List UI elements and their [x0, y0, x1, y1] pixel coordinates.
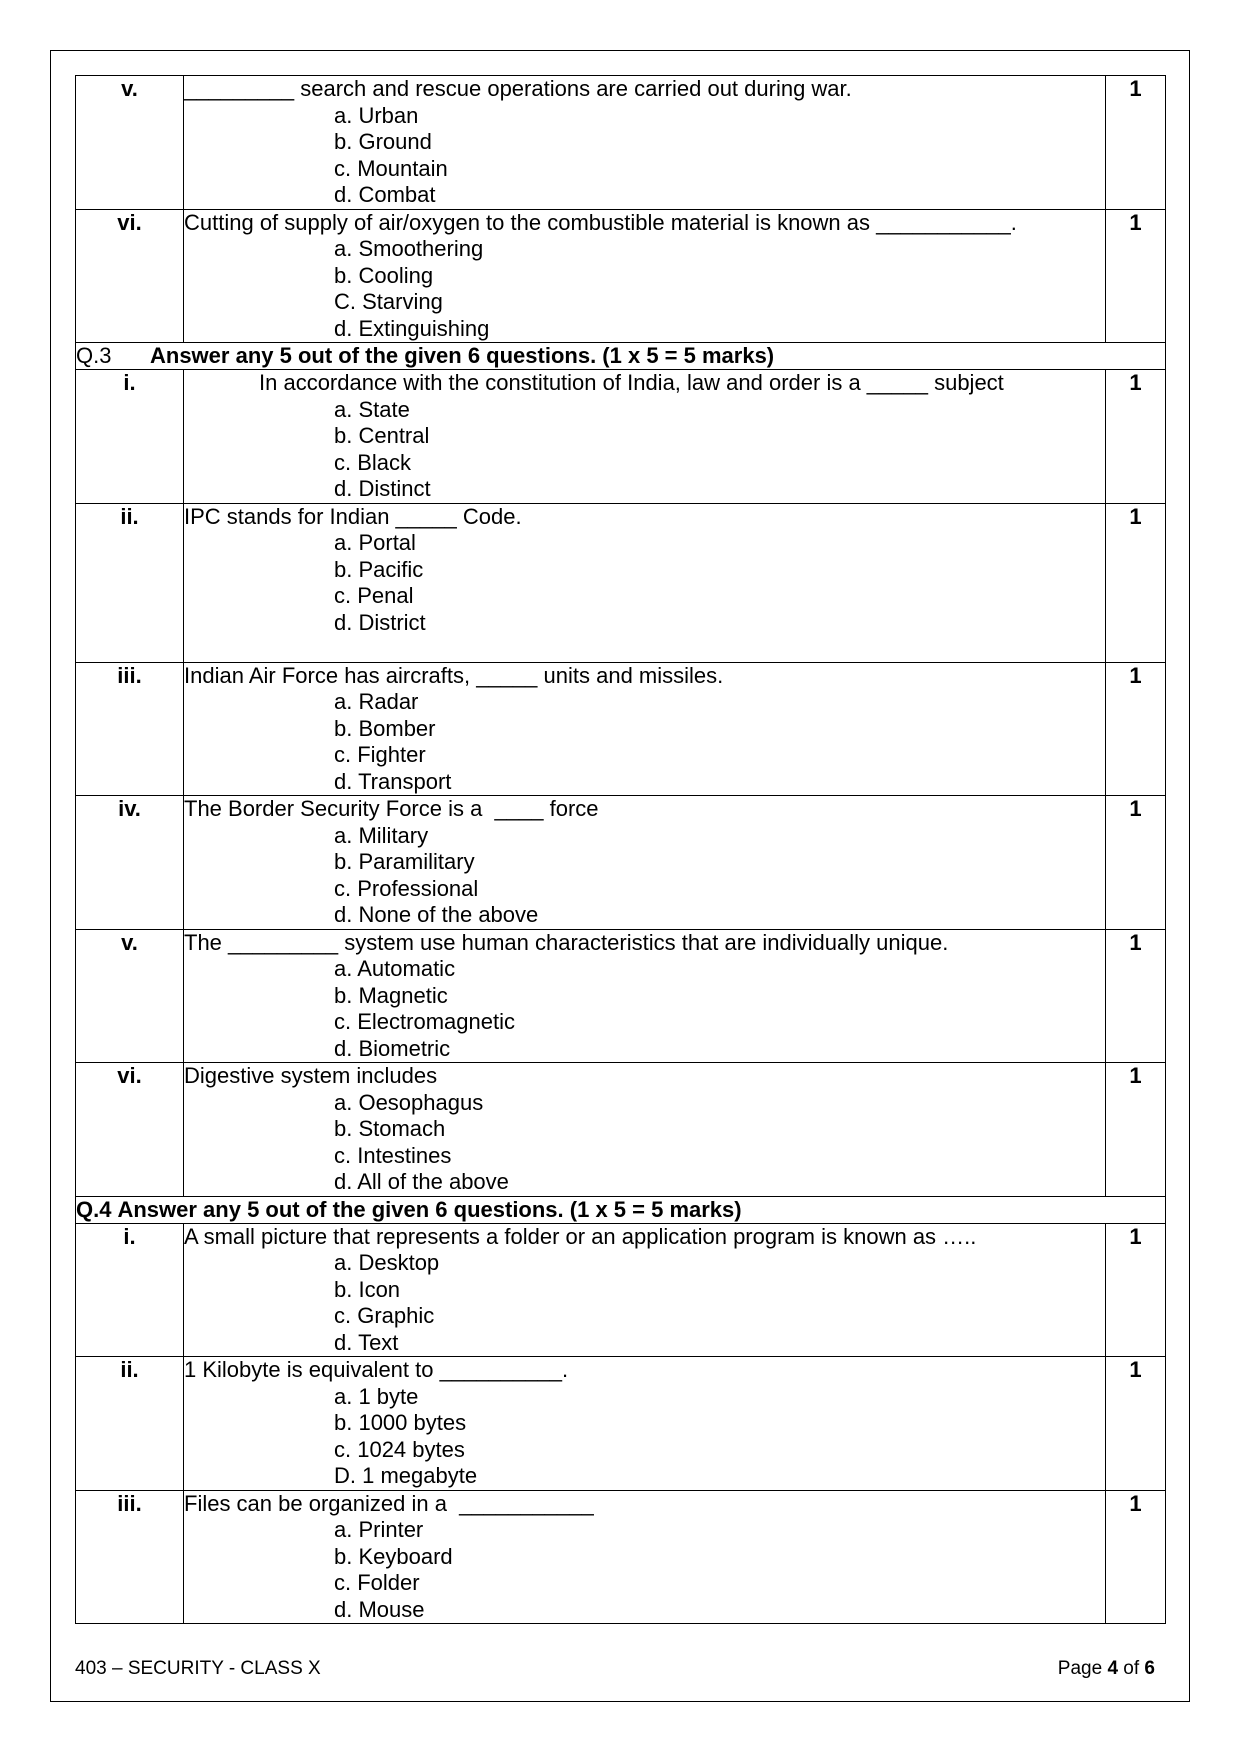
question-stem: 1 Kilobyte is equivalent to __________. [184, 1357, 569, 1382]
question-stem: In accordance with the constitution of India, law and order is a _____ subject [259, 370, 1004, 395]
option: d. All of the above [334, 1169, 509, 1194]
option: c. Intestines [334, 1142, 452, 1168]
option-list [184, 397, 1105, 503]
option: c. Professional [334, 875, 479, 901]
option: a. Portal [334, 530, 416, 555]
question-row [76, 503, 1166, 662]
page-of: of [1118, 1658, 1145, 1679]
question-row [76, 1490, 1166, 1624]
option-list [184, 823, 1105, 929]
option: c. Black [334, 449, 412, 475]
footer-page-number [1058, 1658, 1155, 1680]
option-list [184, 236, 1105, 342]
question-number: v. [76, 76, 184, 210]
option: a. Automatic [334, 956, 456, 981]
question-marks: 1 [1106, 796, 1166, 930]
question-number: iii. [76, 1490, 184, 1624]
option-list [184, 689, 1105, 795]
question-number: i. [76, 370, 184, 504]
option: d. Text [334, 1329, 399, 1355]
question-stem: The _________ system use human characteristics that are individually unique. [184, 929, 949, 955]
question-stem: The Border Security Force is a ____ force [184, 796, 599, 821]
section-header-row [76, 1196, 1166, 1223]
option: b. Cooling [334, 262, 434, 288]
question-stem: Indian Air Force has aircrafts, _____ units and missiles. [184, 662, 724, 688]
section-title: Answer any 5 out of the given 6 questions. (1 x 5 = 5 marks) [150, 343, 775, 368]
question-stem: _________ search and rescue operations are carried out during war. [184, 76, 852, 101]
option: d. Biometric [334, 1035, 451, 1061]
option: a. Radar [334, 689, 419, 714]
option: b. Pacific [334, 556, 424, 582]
question-body [184, 1490, 1106, 1624]
option: D. 1 megabyte [334, 1463, 478, 1488]
question-row [76, 929, 1166, 1063]
option: c. Folder [334, 1570, 420, 1595]
option: c. Mountain [334, 155, 448, 181]
question-marks: 1 [1106, 1063, 1166, 1197]
option: b. Bomber [334, 715, 436, 741]
question-row [76, 209, 1166, 343]
option-list [184, 530, 1105, 636]
question-marks: 1 [1106, 1490, 1166, 1624]
question-marks: 1 [1106, 503, 1166, 662]
question-body [184, 503, 1106, 662]
question-body [184, 76, 1106, 210]
section-title: Answer any 5 out of the given 6 questions. (1 x 5 = 5 marks) [117, 1196, 742, 1222]
question-body [184, 209, 1106, 343]
option: a. Military [334, 822, 429, 848]
option: b. 1000 bytes [334, 1410, 467, 1435]
option: d. Extinguishing [334, 315, 490, 341]
question-marks: 1 [1106, 76, 1166, 210]
footer-subject: 403 – SECURITY - CLASS X [75, 1658, 321, 1679]
option-list [184, 956, 1105, 1062]
section-label: Q.4 [76, 1196, 112, 1222]
option-list [184, 103, 1105, 209]
option: d. Transport [334, 768, 452, 794]
option: b. Stomach [334, 1116, 446, 1141]
page-prefix: Page [1057, 1658, 1108, 1679]
question-stem: Digestive system includes [184, 1063, 438, 1088]
question-stem: Files can be organized in a ___________ [184, 1490, 594, 1516]
option-list [184, 1090, 1105, 1196]
question-row [76, 796, 1166, 930]
option: c. 1024 bytes [334, 1436, 465, 1462]
section-header-row [76, 343, 1166, 370]
option: a. Printer [334, 1517, 424, 1542]
option: a. Urban [334, 102, 419, 128]
question-marks: 1 [1106, 929, 1166, 1063]
question-stem: IPC stands for Indian _____ Code. [184, 503, 522, 529]
question-number: vi. [76, 1063, 184, 1197]
question-marks: 1 [1106, 370, 1166, 504]
question-marks: 1 [1106, 209, 1166, 343]
option: a. Desktop [334, 1250, 440, 1275]
option: b. Magnetic [334, 982, 448, 1008]
question-marks: 1 [1106, 1357, 1166, 1491]
question-body [184, 1223, 1106, 1357]
question-body [184, 796, 1106, 930]
option: c. Fighter [334, 742, 426, 767]
question-row [76, 1357, 1166, 1491]
option-list [184, 1384, 1105, 1490]
option: d. Combat [334, 182, 436, 207]
question-row [76, 1063, 1166, 1197]
question-body [184, 1063, 1106, 1197]
option: c. Electromagnetic [334, 1009, 515, 1034]
question-body [184, 1357, 1106, 1491]
question-stem: Cutting of supply of air/oxygen to the combustible material is known as ___________. [184, 209, 1017, 235]
option: b. Icon [334, 1276, 401, 1302]
option: C. Starving [334, 289, 443, 314]
option: a. State [334, 396, 410, 422]
option: a. Oesophagus [334, 1089, 484, 1115]
option-list [184, 1250, 1105, 1356]
option: a. Smoothering [334, 236, 484, 261]
question-row [76, 76, 1166, 210]
question-number: iv. [76, 796, 184, 930]
question-number: ii. [76, 1357, 184, 1491]
question-number: iii. [76, 662, 184, 796]
question-row [76, 1223, 1166, 1357]
option: c. Penal [334, 583, 414, 608]
option-list [184, 1517, 1105, 1623]
question-stem: A small picture that represents a folder or an application program is known as ….. [184, 1223, 977, 1249]
question-row [76, 662, 1166, 796]
question-body [184, 929, 1106, 1063]
option: d. Distinct [334, 476, 431, 501]
section-header [76, 1196, 1166, 1223]
question-marks: 1 [1106, 1223, 1166, 1357]
option: b. Paramilitary [334, 849, 475, 874]
option: d. District [334, 609, 426, 635]
question-marks: 1 [1106, 662, 1166, 796]
question-body [184, 370, 1106, 504]
question-number: ii. [76, 503, 184, 662]
question-table [75, 75, 1166, 1624]
option: c. Graphic [334, 1303, 435, 1328]
section-header [76, 343, 1166, 370]
page-total: 6 [1144, 1658, 1155, 1679]
option: d. Mouse [334, 1596, 425, 1622]
option: a. 1 byte [334, 1383, 419, 1409]
option: b. Central [334, 423, 430, 448]
question-row [76, 370, 1166, 504]
question-body [184, 662, 1106, 796]
question-number: vi. [76, 209, 184, 343]
option: d. None of the above [334, 902, 539, 927]
question-number: i. [76, 1223, 184, 1357]
question-number: v. [76, 929, 184, 1063]
option: b. Ground [334, 129, 432, 154]
section-label: Q.3 [76, 343, 112, 368]
page-current: 4 [1107, 1658, 1119, 1679]
option: b. Keyboard [334, 1543, 453, 1569]
